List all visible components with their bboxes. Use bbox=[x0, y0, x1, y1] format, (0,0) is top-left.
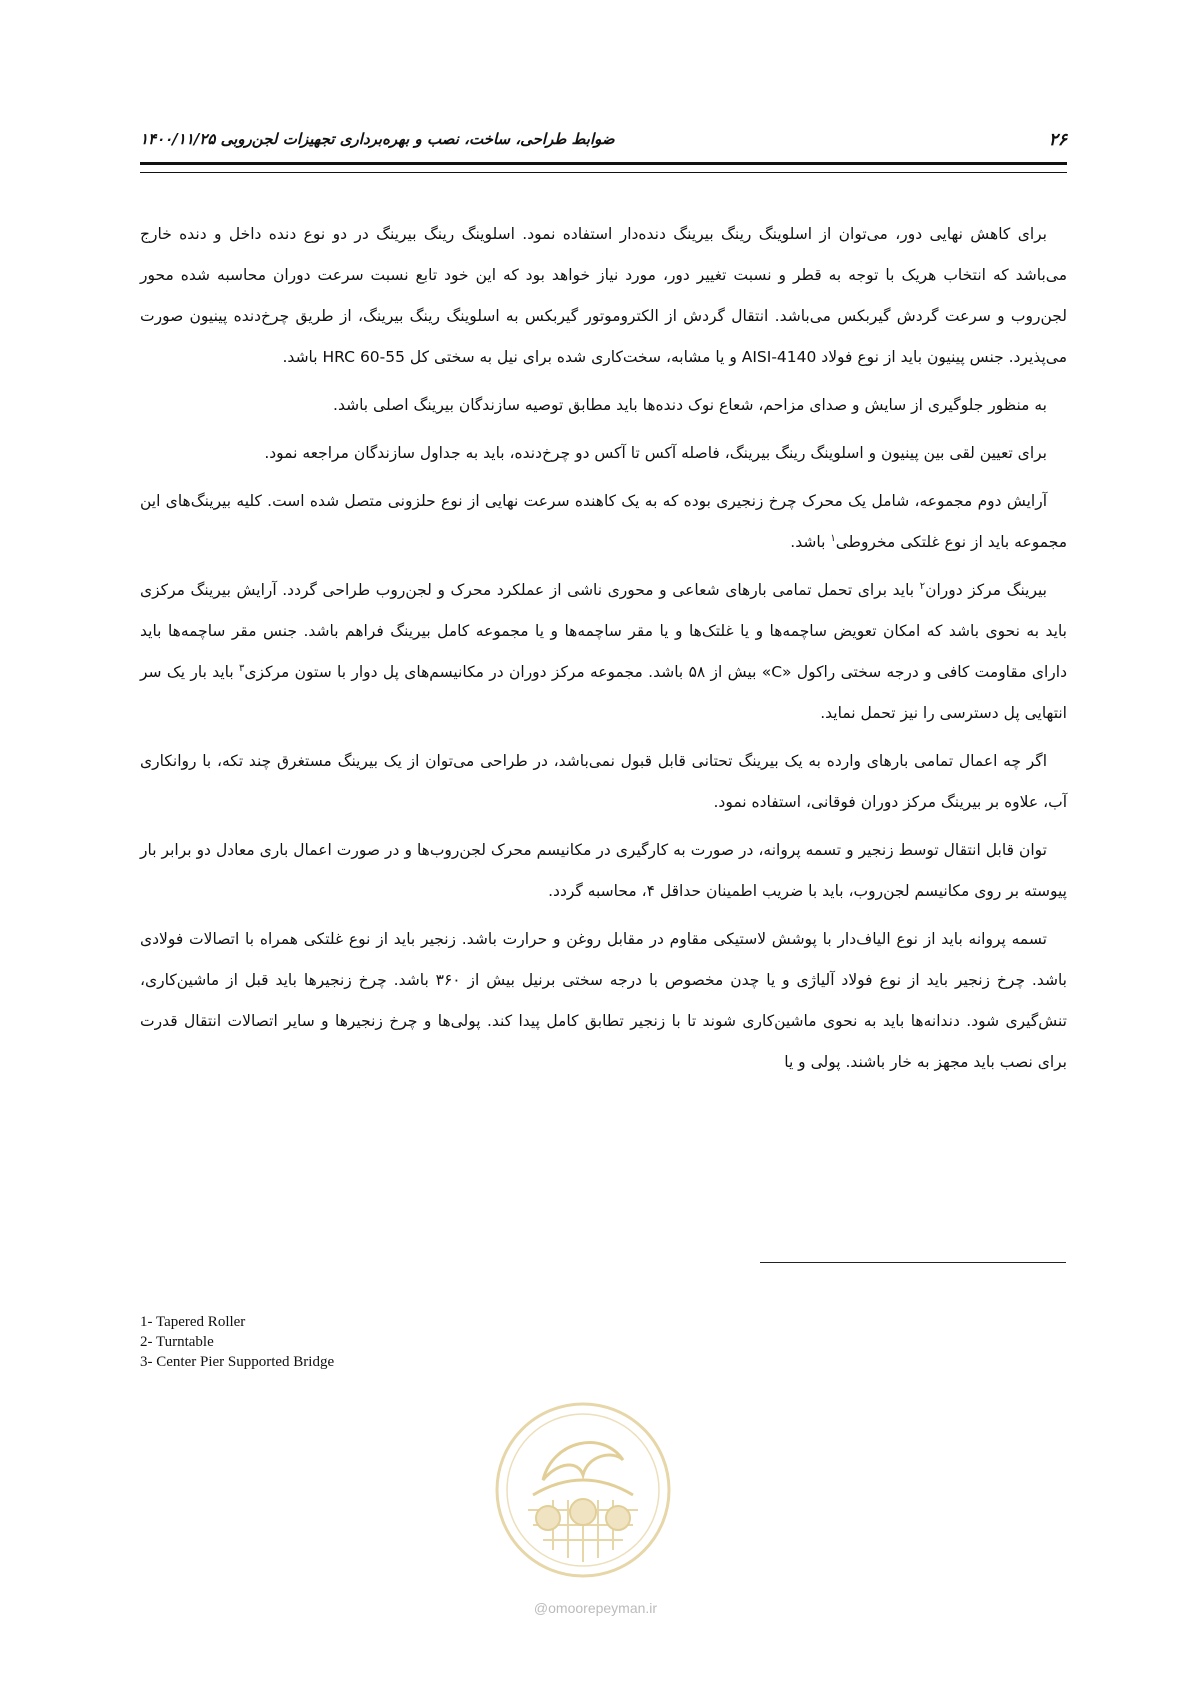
paragraph-3: برای تعیین لقی بین پینیون و اسلوینگ رینگ بیرینگ، فاصله آکس تا آکس دو چرخ‌دنده، باید به جداول سازندگان مراجعه نمود. bbox=[264, 444, 1047, 462]
paragraph-7: توان قابل انتقال توسط زنجیر و تسمه پروانه، در صورت به کارگیری در مکانیسم محرک لجن‌روب‌ها و در صورت اعمال باری معادل دو برابر بار پیوسته بر روی مکانیسم لجن‌روب، باید با ضریب اطمینان حداقل ۴، محاسبه گردد. bbox=[140, 841, 1067, 900]
header-rule bbox=[140, 162, 1067, 173]
footnote-ref-1[interactable]: ۱ bbox=[830, 532, 836, 544]
paragraph-6: اگر چه اعمال تمامی بارهای وارده به یک بیرینگ تحتانی قابل قبول نمی‌باشد، در طراحی می‌توان از یک بیرینگ مستغرق چند تکه، با روانکاری آب، علاوه بر بیرینگ مرکز دوران فوقانی، استفاده نمود. bbox=[140, 752, 1067, 811]
paragraph-4: آرایش دوم مجموعه، شامل یک محرک چرخ زنجیری بوده که به یک کاهنده سرعت نهایی از نوع حلزونی متصل شده است. کلیه بیرینگ‌های این مجموعه باید از نوع غلتکی مخروطی$^۱$ باشد. bbox=[140, 492, 1067, 551]
footnote-3: 3- Center Pier Supported Bridge bbox=[140, 1354, 335, 1370]
footnotes bbox=[140, 1312, 334, 1372]
page-number: ۲۶ bbox=[1048, 130, 1067, 150]
footnote-ref-3[interactable]: ۳ bbox=[239, 662, 245, 674]
header-title: ضوابط طراحی، ساخت، نصب و بهره‌برداری تجهیزات لجن‌روبی ۱۴۰۰/۱۱/۲۵ bbox=[140, 130, 615, 148]
paragraph-2: به منظور جلوگیری از سایش و صدای مزاحم، شعاع نوک دنده‌ها باید مطابق توصیه سازندگان بیرینگ اصلی باشد. bbox=[333, 396, 1047, 414]
paragraph-8: تسمه پروانه باید از نوع الیاف‌دار با پوشش لاستیکی مقاوم در مقابل روغن و حرارت باشد. زنجیر باید از نوع غلتکی همراه با اتصالات فولادی باشد. چرخ زنجیر باید از نوع فولاد آلیاژی و یا چدن مخصوص با درجه سختی برنیل بیش از ۳۶۰ باشد. چرخ زنجیرها باید قبل از ماشین‌کاری، تنش‌گیری شود. دندانه‌ها باید به نحوی ماشین‌کاری شوند تا با زنجیر تطابق کامل پیدا کند. پولی‌ها و چرخ زنجیرها و سایر اتصالات انتقال قدرت برای نصب باید مجهز به خار باشند. پولی و یا bbox=[140, 930, 1067, 1071]
footnote-2: 2- Turntable bbox=[140, 1334, 214, 1350]
watermark-url[interactable]: @omoorepeyman.ir bbox=[533, 1600, 658, 1616]
footnote-1: 1- Tapered Roller bbox=[140, 1314, 246, 1330]
page-header bbox=[140, 124, 1067, 160]
paragraph-1: برای کاهش نهایی دور، می‌توان از اسلوینگ رینگ بیرینگ دنده‌دار استفاده نمود. اسلوینگ رینگ بیرینگ در دو نوع دنده داخل و دنده خارج می‌باشد که انتخاب هریک با توجه به قطر و نسبت تغییر دور، مورد نیاز خواهد بود که این خود تابع نسبت سرعت دوران محاسبه شده محور لجن‌روب و سرعت گردش گیربکس می‌باشد. انتقال گردش از الکتروموتور گیربکس به اسلوینگ رینگ بیرینگ، از طریق چرخ‌دنده پینیون صورت می‌پذیرد. جنس پینیون باید از نوع فولاد AISI-4140 و یا مشابه، سخت‌کاری شده برای نیل به سختی کل 55-60 HRC باشد. bbox=[140, 225, 1067, 366]
publisher-seal-logo bbox=[493, 1400, 673, 1580]
footnote-rule bbox=[760, 1262, 1066, 1263]
paragraph-5: بیرینگ مرکز دوران$^۲$ باید برای تحمل تمامی بارهای شعاعی و محوری ناشی از عملکرد محرک و لجن‌روب طراحی گردد. آرایش بیرینگ مرکزی باید به نحوی باشد که امکان تعویض ساچمه‌ها و یا غلتک‌ها و یا مقر ساچمه‌ها و یا مجموعه کامل بیرینگ فراهم باشد. جنس مقر ساچمه‌ها باید دارای مقاومت کافی و درجه سختی راکول «C» بیش از ۵۸ باشد. مجموعه مرکز دوران در مکانیسم‌های پل دوار با ستون مرکزی$^۳$ باید بار یک سر انتهایی پل دسترسی را نیز تحمل نماید. bbox=[140, 580, 1068, 722]
body-text bbox=[140, 214, 1067, 1090]
footnote-ref-2[interactable]: ۲ bbox=[919, 580, 926, 592]
